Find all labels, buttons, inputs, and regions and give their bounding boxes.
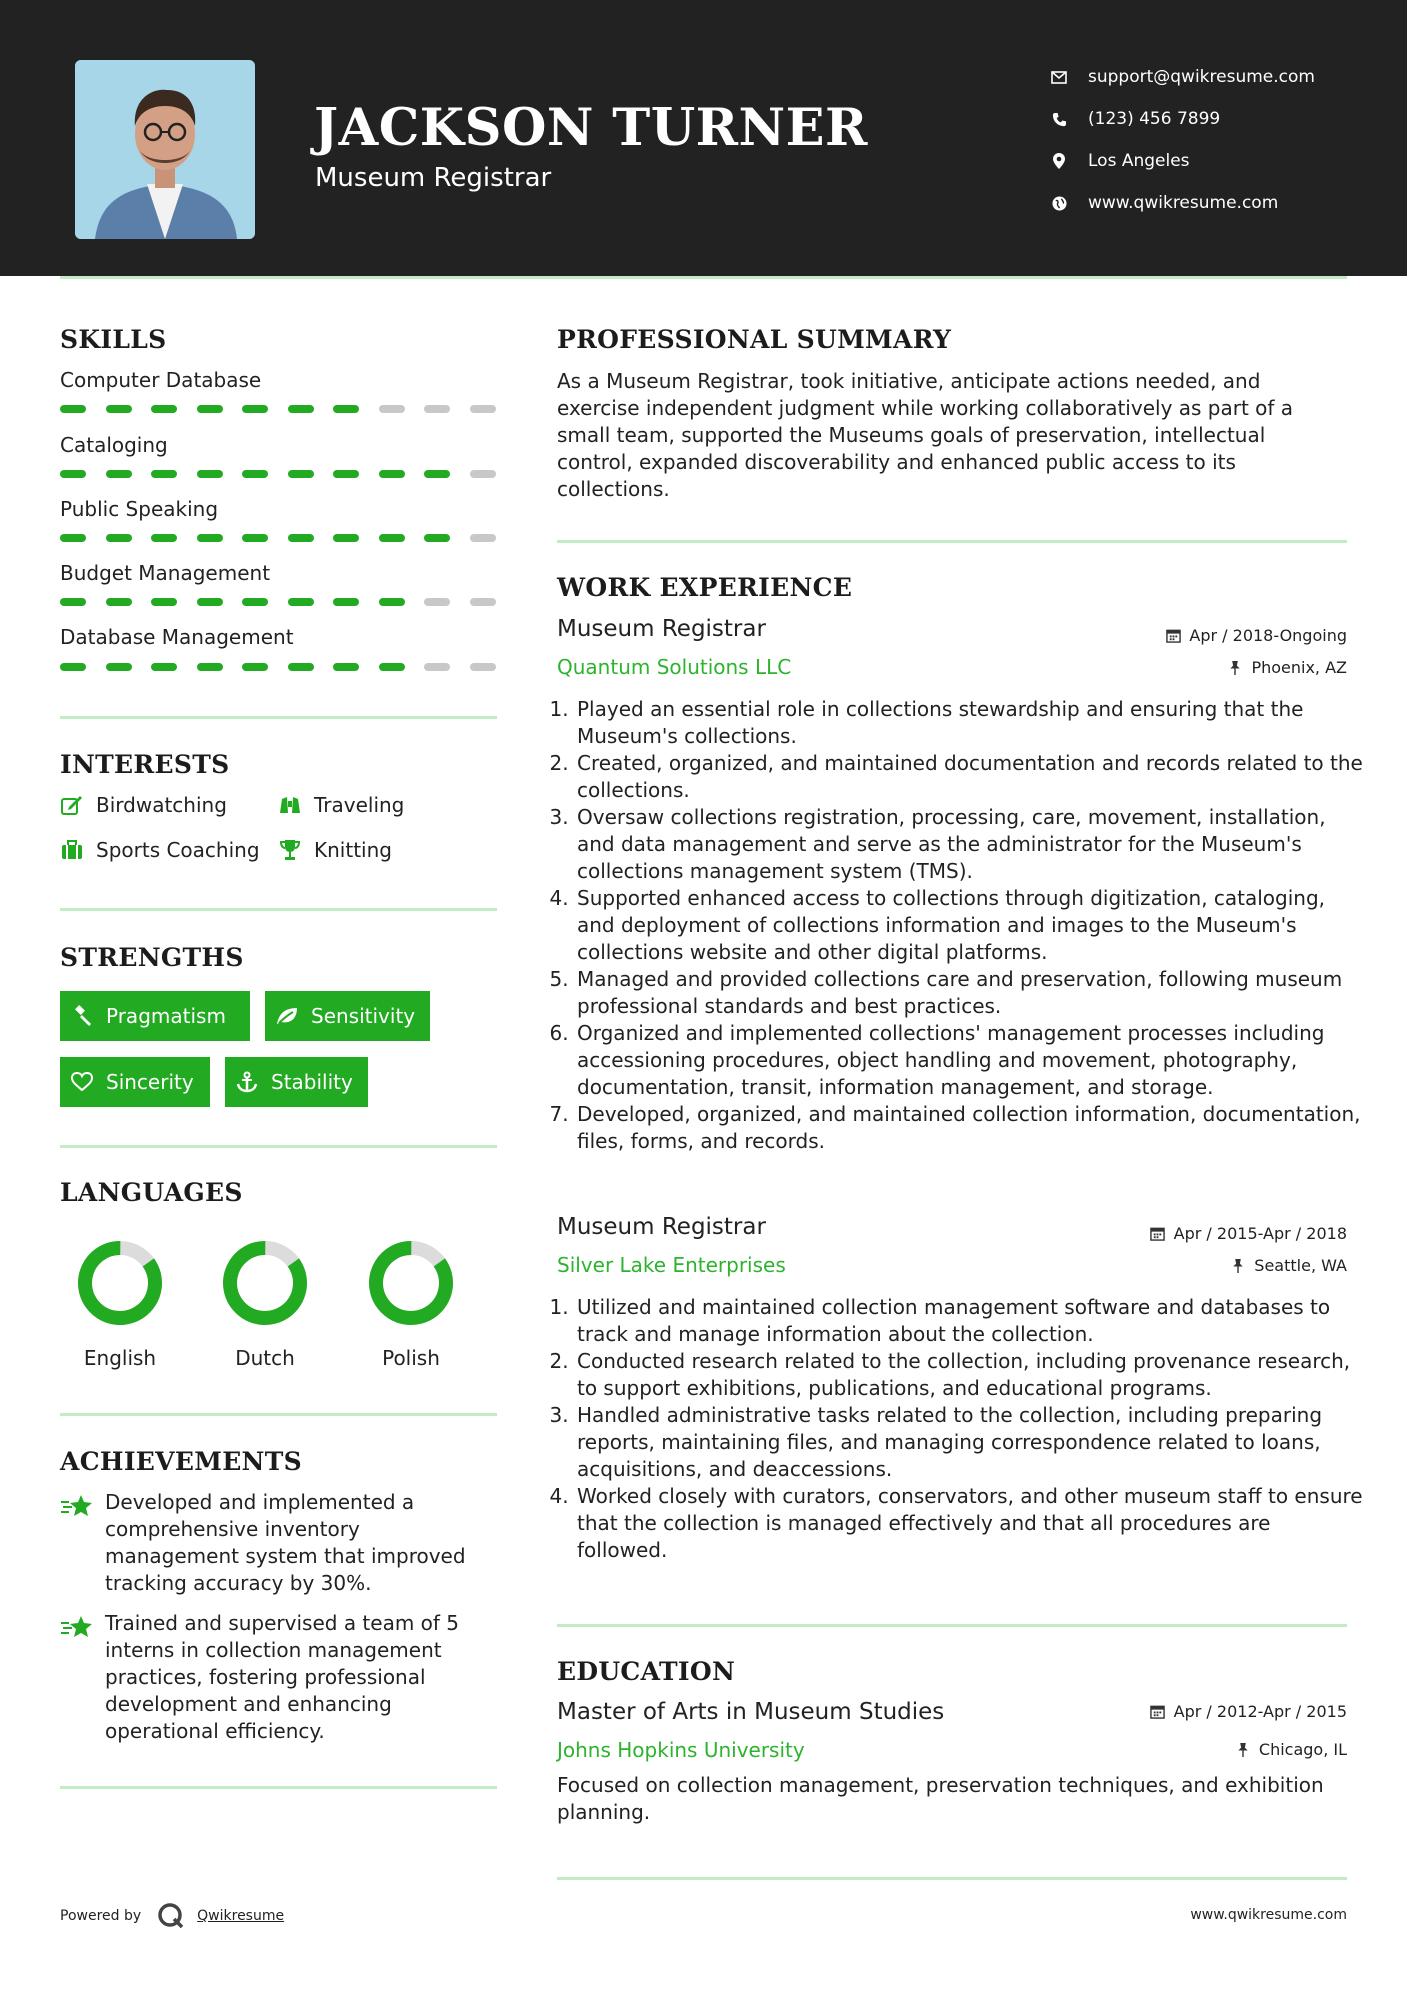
skills-heading: SKILLS — [60, 325, 167, 354]
interest-label: Birdwatching — [96, 793, 227, 817]
duty-item: 4. Worked closely with curators, conservators, and other museum staff to ensure that the collection is managed effectively and that all procedures are followed. — [575, 1483, 1365, 1564]
anchor-icon — [235, 1070, 259, 1094]
skill-level-bar — [60, 405, 515, 413]
interest-item — [278, 838, 392, 862]
skill-dash-filled — [424, 470, 450, 478]
skill-dash-filled — [60, 405, 86, 413]
job-dates — [1165, 626, 1347, 645]
job-dates-text: Apr / 2015-Apr / 2018 — [1173, 1224, 1347, 1243]
binoculars-icon — [278, 793, 302, 817]
pushpin-icon — [1230, 1258, 1246, 1274]
skill-dash-filled — [242, 534, 268, 542]
school-name: Johns Hopkins University — [557, 1738, 805, 1762]
skill-dash-filled — [106, 405, 132, 413]
strength-label: Stability — [271, 1070, 353, 1094]
achievement-item — [60, 1610, 500, 1745]
summary-heading: PROFESSIONAL SUMMARY — [557, 325, 952, 354]
job-location — [1230, 1256, 1347, 1275]
skill-dash-filled — [379, 598, 405, 606]
skill-dash-filled — [106, 663, 132, 671]
language-name: Polish — [382, 1346, 440, 1370]
skill-dash-empty — [424, 405, 450, 413]
calendar-icon — [1165, 628, 1181, 644]
globe-icon — [1050, 194, 1068, 212]
leaf-icon — [275, 1004, 299, 1028]
trophy-icon — [278, 838, 302, 862]
duty-item: 7. Developed, organized, and maintained collection information, documentation, files, forms, and records. — [575, 1101, 1365, 1155]
language-name: Dutch — [235, 1346, 295, 1370]
job-location-text: Phoenix, AZ — [1251, 658, 1347, 677]
skill-level-bar — [60, 470, 515, 478]
skill-dash-filled — [379, 663, 405, 671]
interest-label: Knitting — [314, 838, 392, 862]
skill-dash-filled — [151, 663, 177, 671]
skill-dash-filled — [333, 405, 359, 413]
degree-title: Master of Arts in Museum Studies — [557, 1699, 945, 1725]
location-pin-icon — [1050, 152, 1068, 170]
strength-label: Pragmatism — [106, 1004, 226, 1028]
skill-dash-filled — [106, 470, 132, 478]
calendar-icon — [1150, 1704, 1166, 1720]
skill-dash-filled — [197, 470, 223, 478]
education-heading: EDUCATION — [557, 1657, 736, 1686]
skill-dash-filled — [197, 405, 223, 413]
qwikresume-logo-icon — [157, 1902, 185, 1930]
interests-heading: INTERESTS — [60, 750, 230, 779]
duty-item: 1. Utilized and maintained collection management software and databases to track and manage information about the collection. — [575, 1294, 1365, 1348]
skill-dash-filled — [197, 534, 223, 542]
skill-dash-filled — [333, 663, 359, 671]
skill-dash-filled — [106, 598, 132, 606]
section-divider — [60, 908, 497, 911]
job-title: Museum Registrar — [557, 616, 766, 642]
contact-location — [1050, 140, 1315, 182]
job-dates — [1150, 1224, 1347, 1243]
contact-email-text: support@qwikresume.com — [1088, 67, 1315, 87]
achievement-item — [60, 1489, 500, 1597]
skill-dash-filled — [288, 470, 314, 478]
skill-name: Cataloging — [60, 433, 168, 457]
job-duties — [557, 1294, 1365, 1564]
section-divider — [557, 540, 1347, 543]
education-location-text: Chicago, IL — [1258, 1740, 1347, 1759]
experience-heading: WORK EXPERIENCE — [557, 573, 853, 602]
achievements-heading: ACHIEVEMENTS — [60, 1447, 302, 1476]
strength-label: Sincerity — [106, 1070, 194, 1094]
job-duties — [557, 696, 1365, 1155]
skill-dash-filled — [151, 534, 177, 542]
contact-list — [1050, 56, 1315, 224]
gavel-icon — [70, 1004, 94, 1028]
profile-photo — [75, 60, 255, 239]
skill-dash-filled — [197, 598, 223, 606]
skill-dash-filled — [60, 470, 86, 478]
briefcase-icon — [60, 838, 84, 862]
education-location — [1235, 1740, 1347, 1759]
contact-location-text: Los Angeles — [1088, 151, 1190, 171]
skill-dash-filled — [242, 663, 268, 671]
strengths-heading: STRENGTHS — [60, 943, 244, 972]
achievement-text: Trained and supervised a team of 5 interns in collection management practices, fostering professional development and enhancing operational efficiency. — [105, 1611, 460, 1743]
interest-item — [278, 793, 404, 817]
contact-email[interactable] — [1050, 56, 1315, 98]
section-divider — [60, 716, 497, 719]
skill-level-bar — [60, 663, 515, 671]
skill-dash-filled — [288, 534, 314, 542]
skill-dash-filled — [242, 598, 268, 606]
contact-website[interactable] — [1050, 182, 1315, 224]
section-divider — [557, 1624, 1347, 1627]
skill-dash-filled — [288, 663, 314, 671]
skill-dash-empty — [424, 663, 450, 671]
skill-name: Public Speaking — [60, 497, 219, 521]
company-name: Silver Lake Enterprises — [557, 1253, 786, 1277]
skill-dash-filled — [106, 534, 132, 542]
strength-tag — [60, 1057, 210, 1107]
calendar-icon — [1150, 1226, 1166, 1242]
language-ring-fill — [75, 1238, 165, 1328]
skill-dash-filled — [288, 405, 314, 413]
language-level-ring — [366, 1238, 456, 1328]
skill-level-bar — [60, 534, 515, 542]
skill-dash-empty — [424, 598, 450, 606]
duty-item: 5. Managed and provided collections care and preservation, following museum professional standards and best practices. — [575, 966, 1365, 1020]
duty-item: 1. Played an essential role in collections stewardship and ensuring that the Museum's collections. — [575, 696, 1365, 750]
pushpin-icon — [1227, 660, 1243, 676]
candidate-role: Museum Registrar — [315, 163, 552, 193]
duty-item: 2. Created, organized, and maintained documentation and records related to the collections. — [575, 750, 1365, 804]
company-name: Quantum Solutions LLC — [557, 655, 792, 679]
languages-heading: LANGUAGES — [60, 1178, 243, 1207]
footer-url[interactable]: www.qwikresume.com — [1190, 1907, 1347, 1923]
interest-item — [60, 838, 260, 862]
skill-dash-filled — [379, 470, 405, 478]
phone-icon — [1050, 110, 1068, 128]
skill-name: Computer Database — [60, 368, 262, 392]
skill-dash-filled — [424, 534, 450, 542]
skill-dash-empty — [470, 470, 496, 478]
skill-dash-filled — [60, 534, 86, 542]
interest-label: Traveling — [314, 793, 405, 817]
skill-dash-filled — [242, 405, 268, 413]
shooting-star-icon — [60, 1489, 94, 1597]
skill-dash-filled — [197, 663, 223, 671]
section-divider — [60, 1413, 497, 1416]
contact-website-text: www.qwikresume.com — [1088, 193, 1279, 213]
contact-phone-text: (123) 456 7899 — [1088, 109, 1221, 129]
powered-by-label: Powered by — [60, 1908, 142, 1924]
duty-item: 2. Conducted research related to the collection, including provenance research, to support exhibitions, publications, and educational programs. — [575, 1348, 1365, 1402]
pushpin-icon — [1235, 1742, 1251, 1758]
section-divider — [60, 1786, 497, 1789]
shooting-star-icon — [60, 1610, 94, 1745]
skill-dash-filled — [151, 598, 177, 606]
duty-item: 3. Oversaw collections registration, processing, care, movement, installation, and data management and serve as the administrator for the Museum's collections management system (TMS). — [575, 804, 1365, 885]
job-dates-text: Apr / 2018-Ongoing — [1189, 626, 1347, 645]
language-level-ring — [75, 1238, 165, 1328]
skill-dash-filled — [60, 663, 86, 671]
contact-phone[interactable] — [1050, 98, 1315, 140]
interest-label: Sports Coaching — [96, 838, 260, 862]
skill-dash-filled — [333, 470, 359, 478]
education-dates-text: Apr / 2012-Apr / 2015 — [1173, 1702, 1347, 1721]
skill-name: Database Management — [60, 625, 294, 649]
job-location — [1227, 658, 1347, 677]
language-item — [70, 1238, 170, 1370]
skill-dash-filled — [288, 598, 314, 606]
duty-item: 3. Handled administrative tasks related to the collection, including preparing reports, maintaining files, and managing correspondence related to loans, acquisitions, and deaccessions. — [575, 1402, 1365, 1483]
edit-icon — [60, 793, 84, 817]
strength-tag — [60, 991, 250, 1041]
strength-label: Sensitivity — [311, 1004, 416, 1028]
job-location-text: Seattle, WA — [1254, 1256, 1347, 1275]
strength-tag — [265, 991, 430, 1041]
header-divider — [60, 276, 1347, 279]
language-name: English — [83, 1346, 157, 1370]
section-divider — [60, 1145, 497, 1148]
footer-powered-by — [60, 1902, 284, 1930]
language-level-ring — [220, 1238, 310, 1328]
duty-item: 4. Supported enhanced access to collections through digitization, cataloging, and deployment of collections information and images to the Museum's collections website and other digital platforms. — [575, 885, 1365, 966]
skill-dash-empty — [470, 405, 496, 413]
strength-tag — [225, 1057, 368, 1107]
skill-dash-filled — [151, 405, 177, 413]
skill-dash-filled — [151, 470, 177, 478]
skill-dash-empty — [470, 663, 496, 671]
skill-dash-empty — [379, 405, 405, 413]
skill-dash-filled — [242, 470, 268, 478]
skill-dash-empty — [470, 598, 496, 606]
section-divider — [557, 1877, 1347, 1880]
education-description: Focused on collection management, preservation techniques, and exhibition planning. — [557, 1773, 1324, 1824]
qwikresume-link[interactable]: Qwikresume — [197, 1908, 285, 1924]
skill-name: Budget Management — [60, 561, 271, 585]
language-ring-fill — [366, 1238, 456, 1328]
achievement-text: Developed and implemented a comprehensive inventory management system that improved tracking accuracy by 30%. — [105, 1490, 466, 1595]
duty-item: 6. Organized and implemented collections' management processes including accessioning procedures, object handling and movement, photography, documentation, transit, information management, and storage. — [575, 1020, 1365, 1101]
summary-text: As a Museum Registrar, took initiative, anticipate actions needed, and exercise independent judgment while working collaboratively as part of a small team, supported the Museums goals of preservation, intellectual control, expanded discoverability and enhanced public access to its collections. — [557, 369, 1294, 501]
skill-dash-filled — [333, 534, 359, 542]
skill-dash-empty — [470, 534, 496, 542]
skill-dash-filled — [333, 598, 359, 606]
language-item — [361, 1238, 461, 1370]
skill-level-bar — [60, 598, 515, 606]
resume-header — [0, 0, 1407, 276]
skill-dash-filled — [60, 598, 86, 606]
interest-item — [60, 793, 227, 817]
skill-dash-filled — [379, 534, 405, 542]
mail-icon — [1050, 68, 1068, 86]
heart-icon — [70, 1070, 94, 1094]
candidate-name: JACKSON TURNER — [314, 98, 868, 158]
job-title: Museum Registrar — [557, 1214, 766, 1240]
education-dates — [1150, 1702, 1347, 1721]
language-item — [215, 1238, 315, 1370]
language-ring-fill — [220, 1238, 310, 1328]
